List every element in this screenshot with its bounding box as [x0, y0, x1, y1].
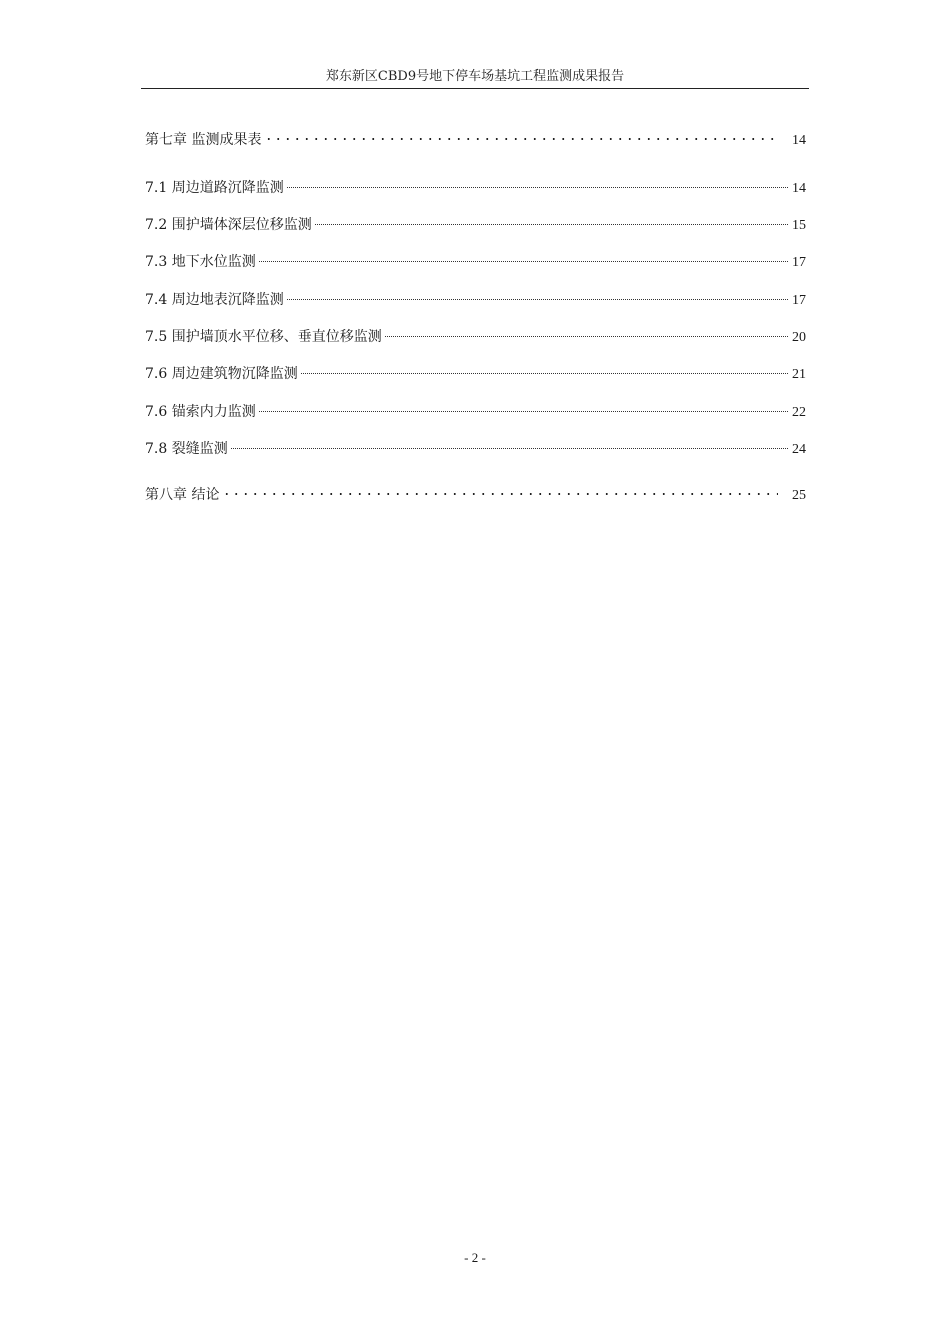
toc-dot-leader [231, 433, 788, 453]
toc-entry-label: 7.5 围护墙顶水平位移、垂直位移监测 [145, 329, 382, 345]
toc-entry-page: 21 [792, 367, 806, 382]
toc-entry-7-6-anchor[interactable] [145, 396, 806, 423]
toc-entry-label: 第八章 结论 [145, 487, 220, 503]
toc-entry-label: 第七章 监测成果表 [145, 132, 262, 148]
toc-entry-7-2[interactable] [145, 209, 806, 236]
toc-dot-leader [287, 284, 788, 304]
toc-entry-chapter-7[interactable] [145, 124, 806, 151]
toc-entry-page: 14 [792, 133, 806, 148]
toc-entry-label: 7.6 周边建筑物沉降监测 [145, 366, 298, 382]
page-number: - 2 - [464, 1250, 486, 1265]
toc-entry-page: 14 [792, 181, 806, 196]
toc-dot-leader [315, 209, 788, 229]
header-divider [141, 88, 809, 89]
toc-entry-page: 15 [792, 218, 806, 233]
toc-entry-7-4[interactable] [145, 284, 806, 311]
toc-entry-label: 7.4 周边地表沉降监测 [145, 292, 284, 308]
toc-dot-leader [259, 246, 788, 266]
toc-dot-leader [301, 358, 788, 378]
toc-dot-leader [385, 321, 788, 341]
toc-entry-label: 7.6 锚索内力监测 [145, 404, 256, 420]
toc-dot-leader [264, 124, 778, 144]
toc-dot-leader [259, 396, 788, 416]
toc-entry-label: 7.1 周边道路沉降监测 [145, 180, 284, 196]
toc-entry-page: 17 [792, 255, 806, 270]
toc-entry-page: 24 [792, 442, 806, 457]
toc-entry-chapter-8[interactable] [145, 479, 806, 506]
toc-entry-page: 25 [792, 488, 806, 503]
toc-dot-leader [287, 172, 788, 192]
toc-entry-label: 7.8 裂缝监测 [145, 441, 228, 457]
toc-entry-label: 7.3 地下水位监测 [145, 254, 256, 270]
toc-entry-page: 17 [792, 293, 806, 308]
toc-entry-7-3[interactable] [145, 246, 806, 273]
page-header-title: 郑东新区CBD9号地下停车场基坑工程监测成果报告 [325, 69, 625, 84]
toc-entry-label: 7.2 围护墙体深层位移监测 [145, 217, 312, 233]
toc-entry-7-5[interactable] [145, 321, 806, 348]
toc-entry-7-1[interactable] [145, 172, 806, 199]
toc-entry-page: 20 [792, 330, 806, 345]
toc-entry-7-6-buildings[interactable] [145, 358, 806, 385]
toc-entry-page: 22 [792, 405, 806, 420]
toc-entry-7-8[interactable] [145, 433, 806, 460]
toc-dot-leader [222, 479, 778, 499]
